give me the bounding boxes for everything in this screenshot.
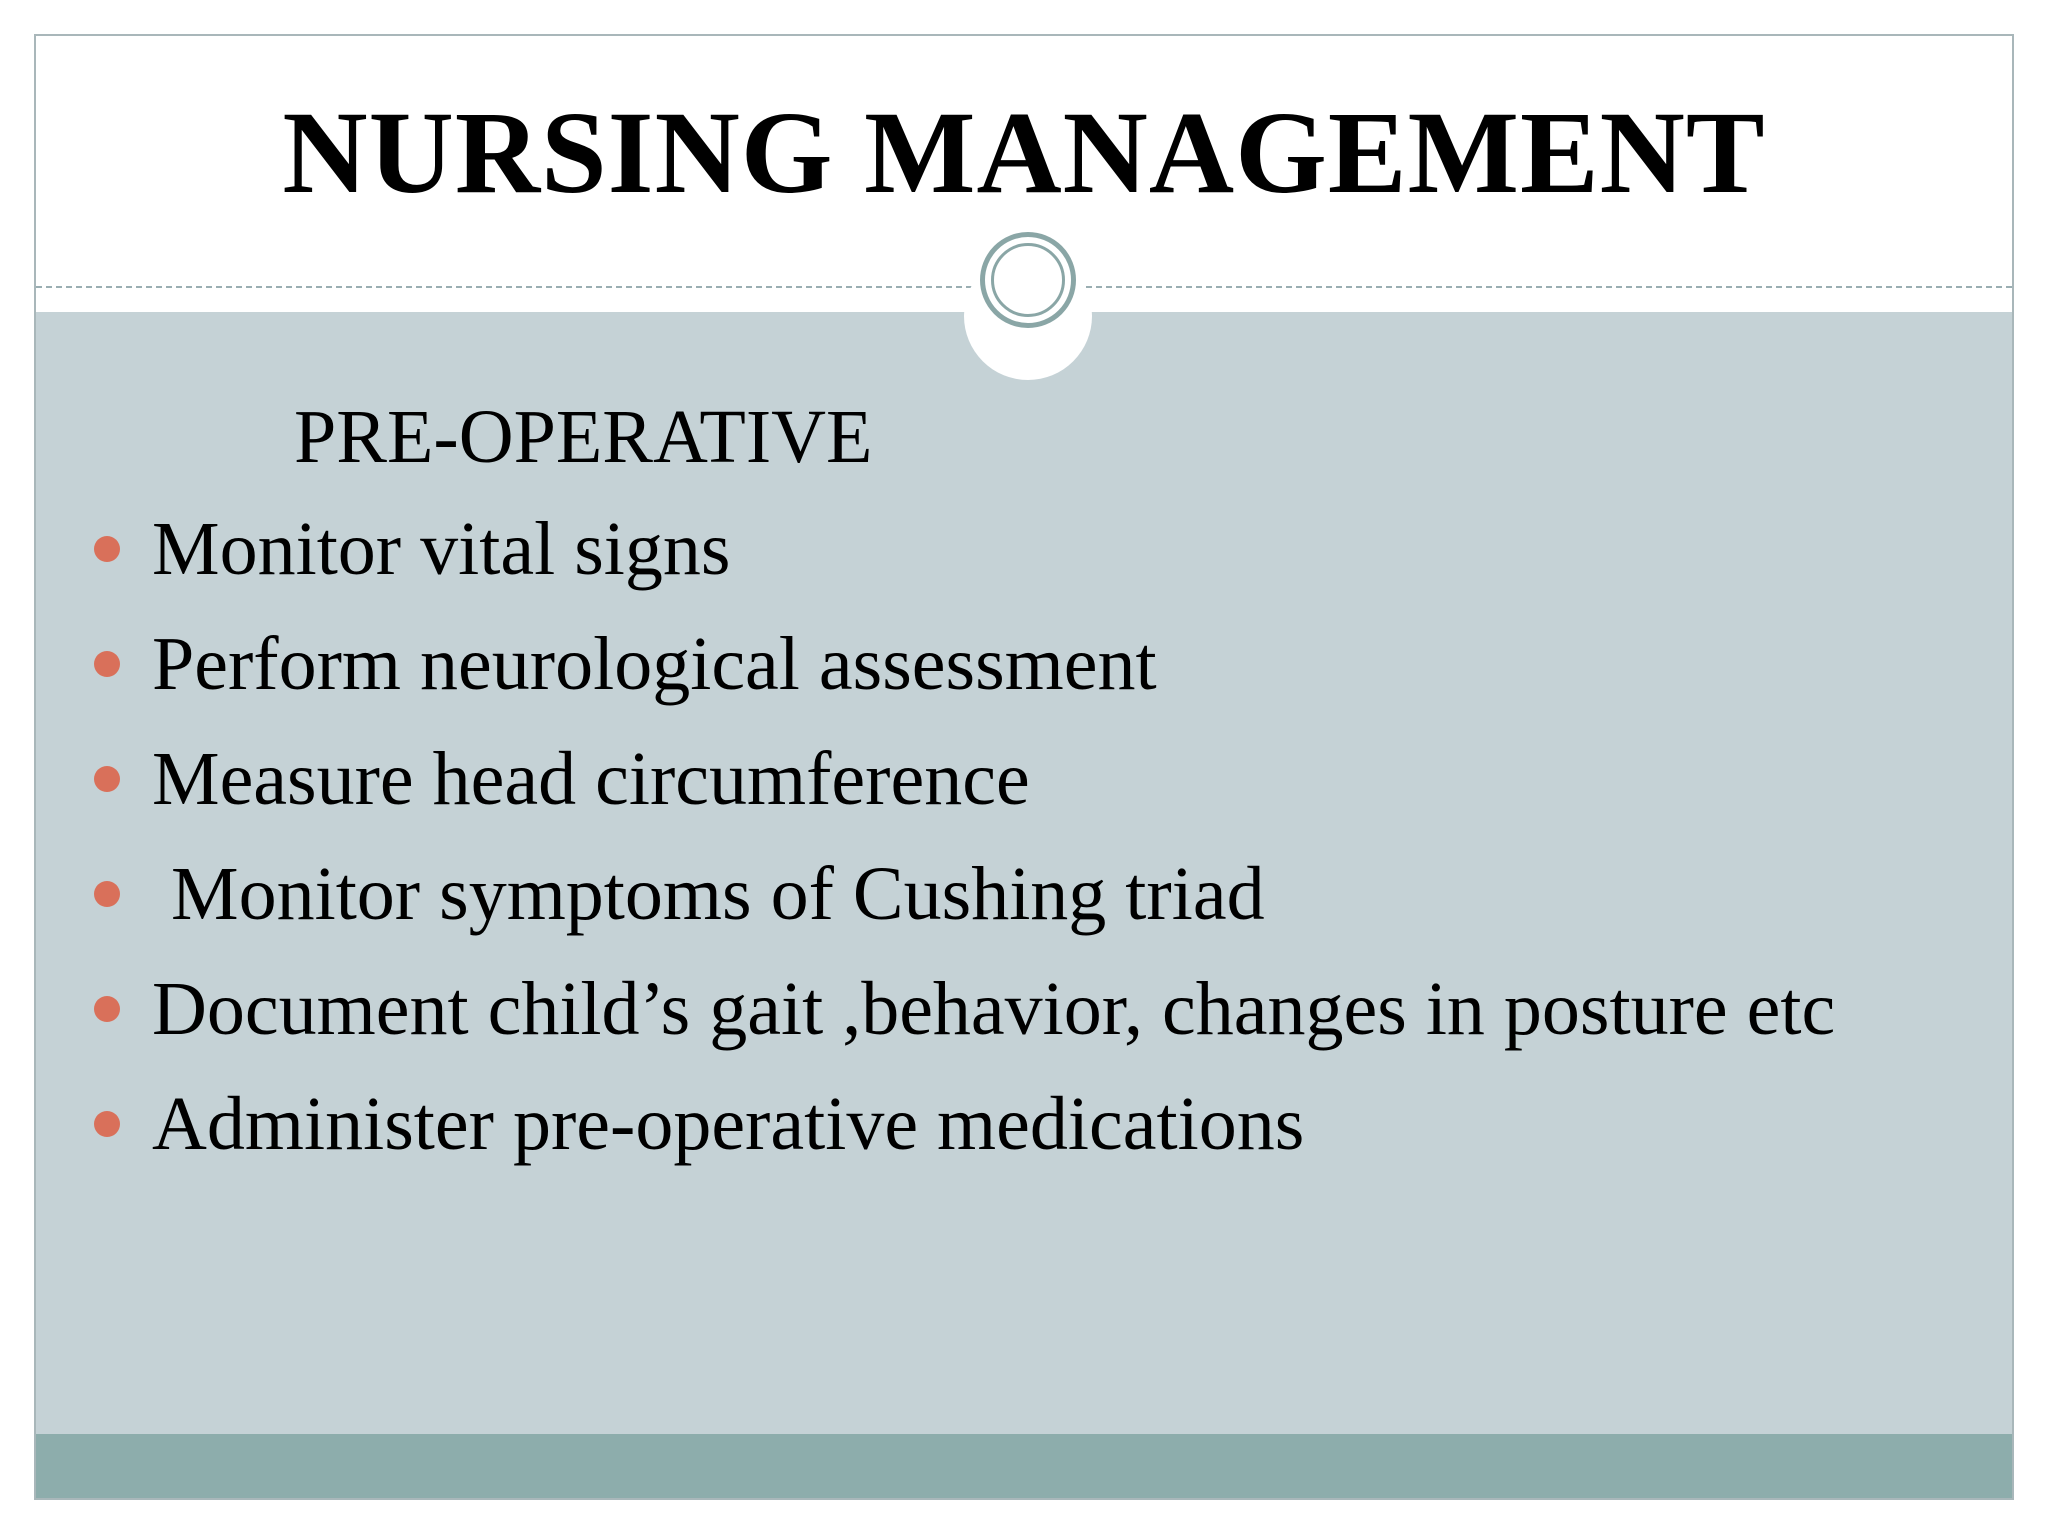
slide-title: NURSING MANAGEMENT bbox=[282, 87, 1766, 218]
divider-ring-icon bbox=[980, 232, 1076, 328]
bullet-dot-icon bbox=[94, 766, 120, 792]
bullet-text: Document child’s gait ,behavior, changes in posture etc bbox=[152, 967, 1836, 1051]
divider-ring-inner bbox=[991, 243, 1065, 317]
bullet-text: Measure head circumference bbox=[152, 737, 1030, 821]
bullet-text: Perform neurological assessment bbox=[152, 622, 1157, 706]
bullet-text: Administer pre-operative medications bbox=[152, 1082, 1305, 1166]
bullet-dot-icon bbox=[94, 996, 120, 1022]
bullet-dot-icon bbox=[94, 536, 120, 562]
bullet-dot-icon bbox=[94, 651, 120, 677]
bullet-dot-icon bbox=[94, 881, 120, 907]
section-heading: PRE-OPERATIVE bbox=[294, 395, 873, 479]
bullet-dot-icon bbox=[94, 1111, 120, 1137]
footer-bar bbox=[36, 1434, 2012, 1500]
bullet-text: Monitor vital signs bbox=[152, 507, 731, 591]
slide bbox=[34, 34, 2014, 1500]
bullet-text: Monitor symptoms of Cushing triad bbox=[152, 852, 1265, 936]
